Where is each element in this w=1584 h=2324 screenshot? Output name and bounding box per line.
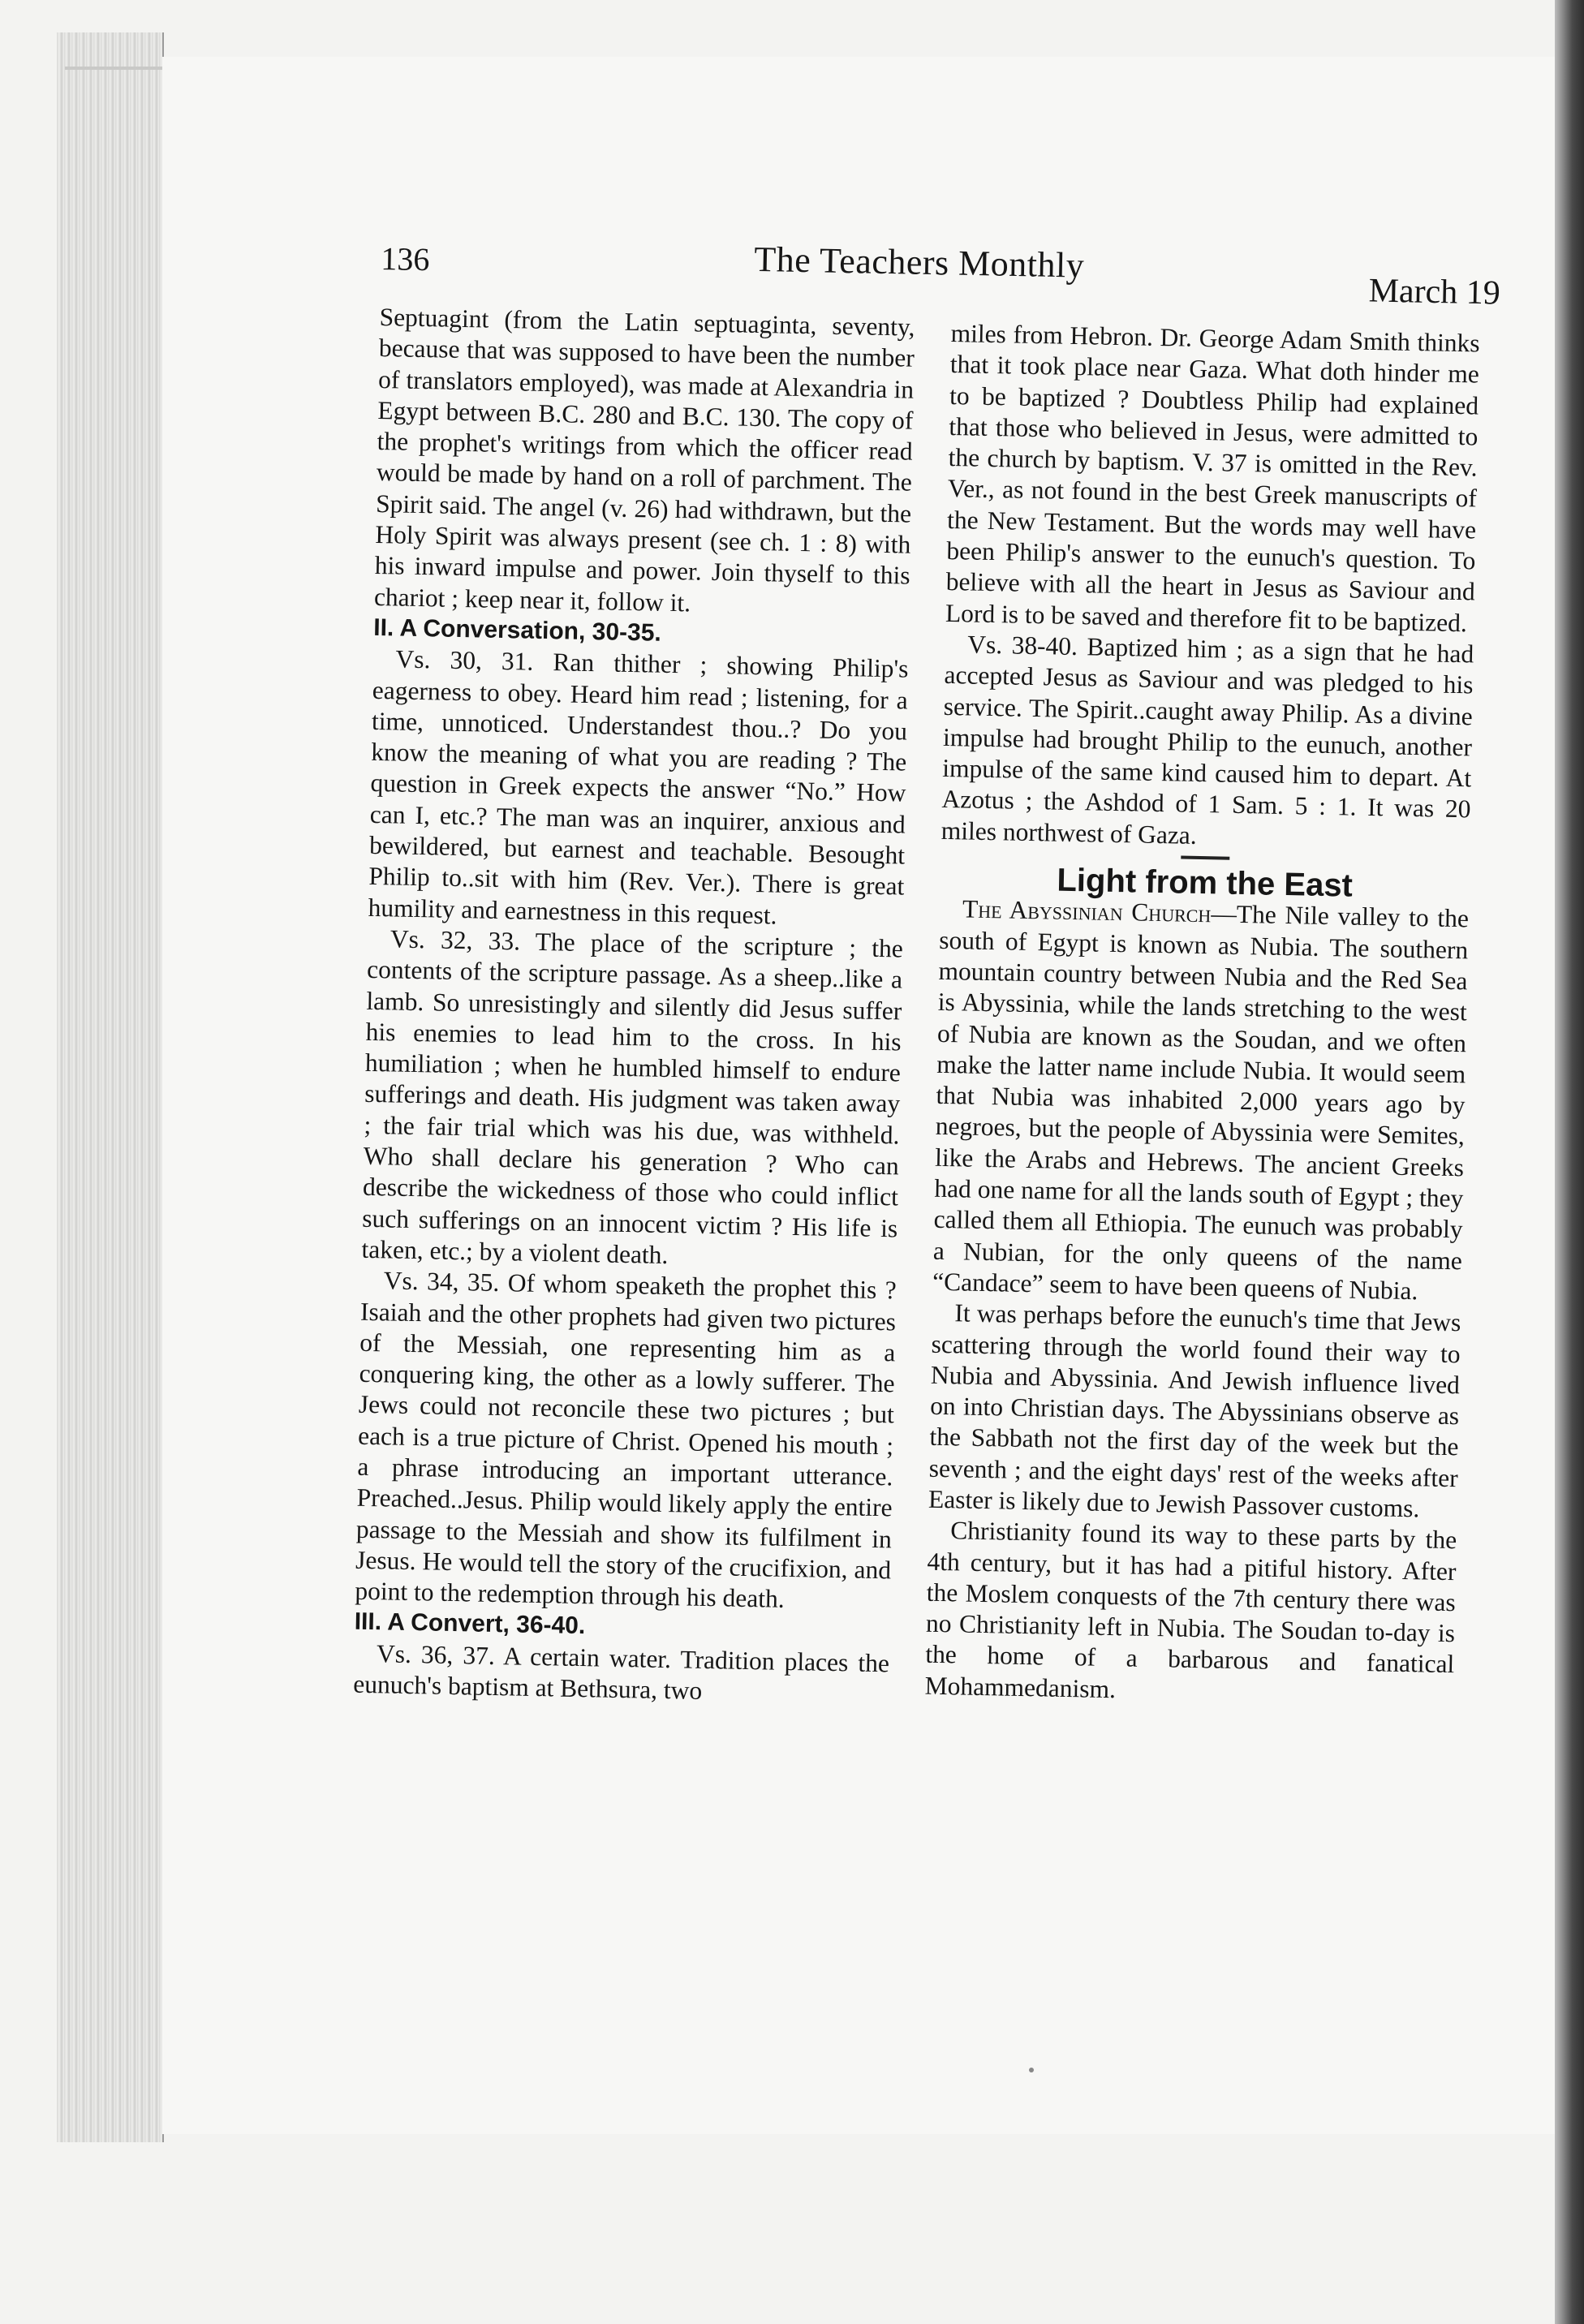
left-paragraph-4: Vs. 34, 35. Of whom speaketh the prophet this ? Isaiah and the other prophets had given two pictures of the Messiah, one representing him as a conquering king, the other as a lowly sufferer. The Jews could not reconcile these two pictures ; but each is a true picture of Christ. Opened his mouth ; a phrase introducing an important utterance. Preached..Jesus. Philip would likely apply the entire passage to the Messiah and show its fulfilment in Jesus. He would tell the story of the crucifixion, and point to the redemption through his death. xyxy=(355,1266,897,1614)
right-paragraph-1: miles from Hebron. Dr. George Adam Smith thinks that it took place near Gaza. What doth hinder me to be baptized ? Doubtless Philip had explained that those who believed in Jesus, were admitted to the church by baptism. V. 37 is omitted in the Rev. Ver., as not found in the best Greek manuscripts of the New Testament. But the words may well have been Philip's answer to the eunuch's question. To believe with all the heart in Jesus as Saviour and Lord is to be saved and therefore fit to be baptized. xyxy=(945,318,1480,637)
right-paragraph-4: It was perhaps before the eunuch's time that Jews scattering through the world found their way to Nubia and Abyssinia. And Jewish influence lived on into Christian days. The Abyssinians observe as the Sabbath not the first day of the week but the seventh ; and the eight days' rest of the weeks after Easter is likely due to Jewish Passover customs. xyxy=(928,1298,1461,1523)
section-heading-convert: III. A Convert, 36-40. xyxy=(354,1608,586,1640)
section-divider xyxy=(1181,856,1229,860)
page-speck xyxy=(1029,2068,1034,2072)
left-paragraph-1: Septuagint (from the Latin septuaginta, seventy, because that was supposed to have been the number of translators employed), was made at Alexandria in Egypt between B.C. 280 and B.C. 130. The copy of the prophet's writings from which the officer read would be made by hand on a roll of parchment. The Spirit said. The angel (v. 26) had withdrawn, but the Holy Spirit was always present (see ch. 1 : 8) with his inward impulse and power. Join thyself to this chariot ; keep near it, follow it. xyxy=(373,302,915,618)
scan-right-shadow xyxy=(1555,0,1584,2324)
left-column xyxy=(353,302,915,1711)
right-paragraph-3 xyxy=(932,893,1469,1307)
left-paragraph-3: Vs. 32, 33. The place of the scripture ; the contents of the scripture passage. As a sheep..like a lamb. So unresistingly and silently did Jesus suffer his enemies to lead him to the cross. In his humiliation ; when he humbled himself to endure sufferings and death. His judgment was taken away ; the fair trial which was his due, was withheld. Who shall declare his generation ? Who can describe the wickedness of those who could inflict such sufferings on an innocent victim ? His life is taken, etc.; by a violent death. xyxy=(361,924,904,1269)
section-heading-conversation: II. A Conversation, 30-35. xyxy=(372,613,662,647)
right-paragraph-3-text: —The Nile valley to the south of Egypt is known as Nubia. The southern mountain country between Nubia and the Red Sea is Abyssinia, while the lands stretching to the west of Nubia are known as the Soudan, and we often make the latter name include Nubia. It would seem that Nubia was inhabited 2,000 years ago by negroes, but the people of Abyssinia were Semites, like the Arabs and Hebrews. The ancient Greeks had one name for all the lands south of Egypt ; they called them all Ethiopia. The eunuch was probably a Nubian, for the only queens of the name “Candace” seem to have been queens of Nubia. xyxy=(932,899,1470,1306)
article-lead-in: The Abyssinian Church xyxy=(962,894,1212,928)
issue-date: March 19 xyxy=(1368,272,1501,312)
article-title: Light from the East xyxy=(1057,862,1354,904)
book-page-edges xyxy=(57,32,164,2142)
left-paragraph-5: Vs. 36, 37. A certain water. Tradition places the eunuch's baptism at Bethsura, two xyxy=(352,1638,890,1705)
running-title: The Teachers Monthly xyxy=(753,239,1085,286)
right-paragraph-5: Christianity found its way to these parts by the 4th century, but it has had a pitiful history. After the Moslem conquests of the 7th century there was no Christianity left in Nubia. The Soudan to-day is the home of a barbarous and fanatical Mohammedanism. xyxy=(924,1516,1457,1703)
right-paragraph-2: Vs. 38-40. Baptized him ; as a sign that he had accepted Jesus as Saviour and was pledged to his service. The Spirit..caught away Philip. As a divine impulse had brought Philip to the eunuch, another impulse of the same kind caused him to depart. At Azotus ; the Ashdod of 1 Sam. 5 : 1. It was 20 miles northwest of Gaza. xyxy=(940,630,1474,850)
left-paragraph-2: Vs. 30, 31. Ran thither ; showing Philip's eagerness to obey. Heard him read ; listening, for a time, unnoticed. Understandest thou..? Do you know the meaning of what you are reading ? The question in Greek expects the answer “No.” How can I, etc.? The man was an inquirer, anxious and bewildered, but earnest and teachable. Besought Philip to..sit with him (Rev. Ver.). There is great humility and earnestness in this request. xyxy=(368,644,909,930)
right-column xyxy=(924,318,1480,1711)
page-number: 136 xyxy=(380,239,430,278)
